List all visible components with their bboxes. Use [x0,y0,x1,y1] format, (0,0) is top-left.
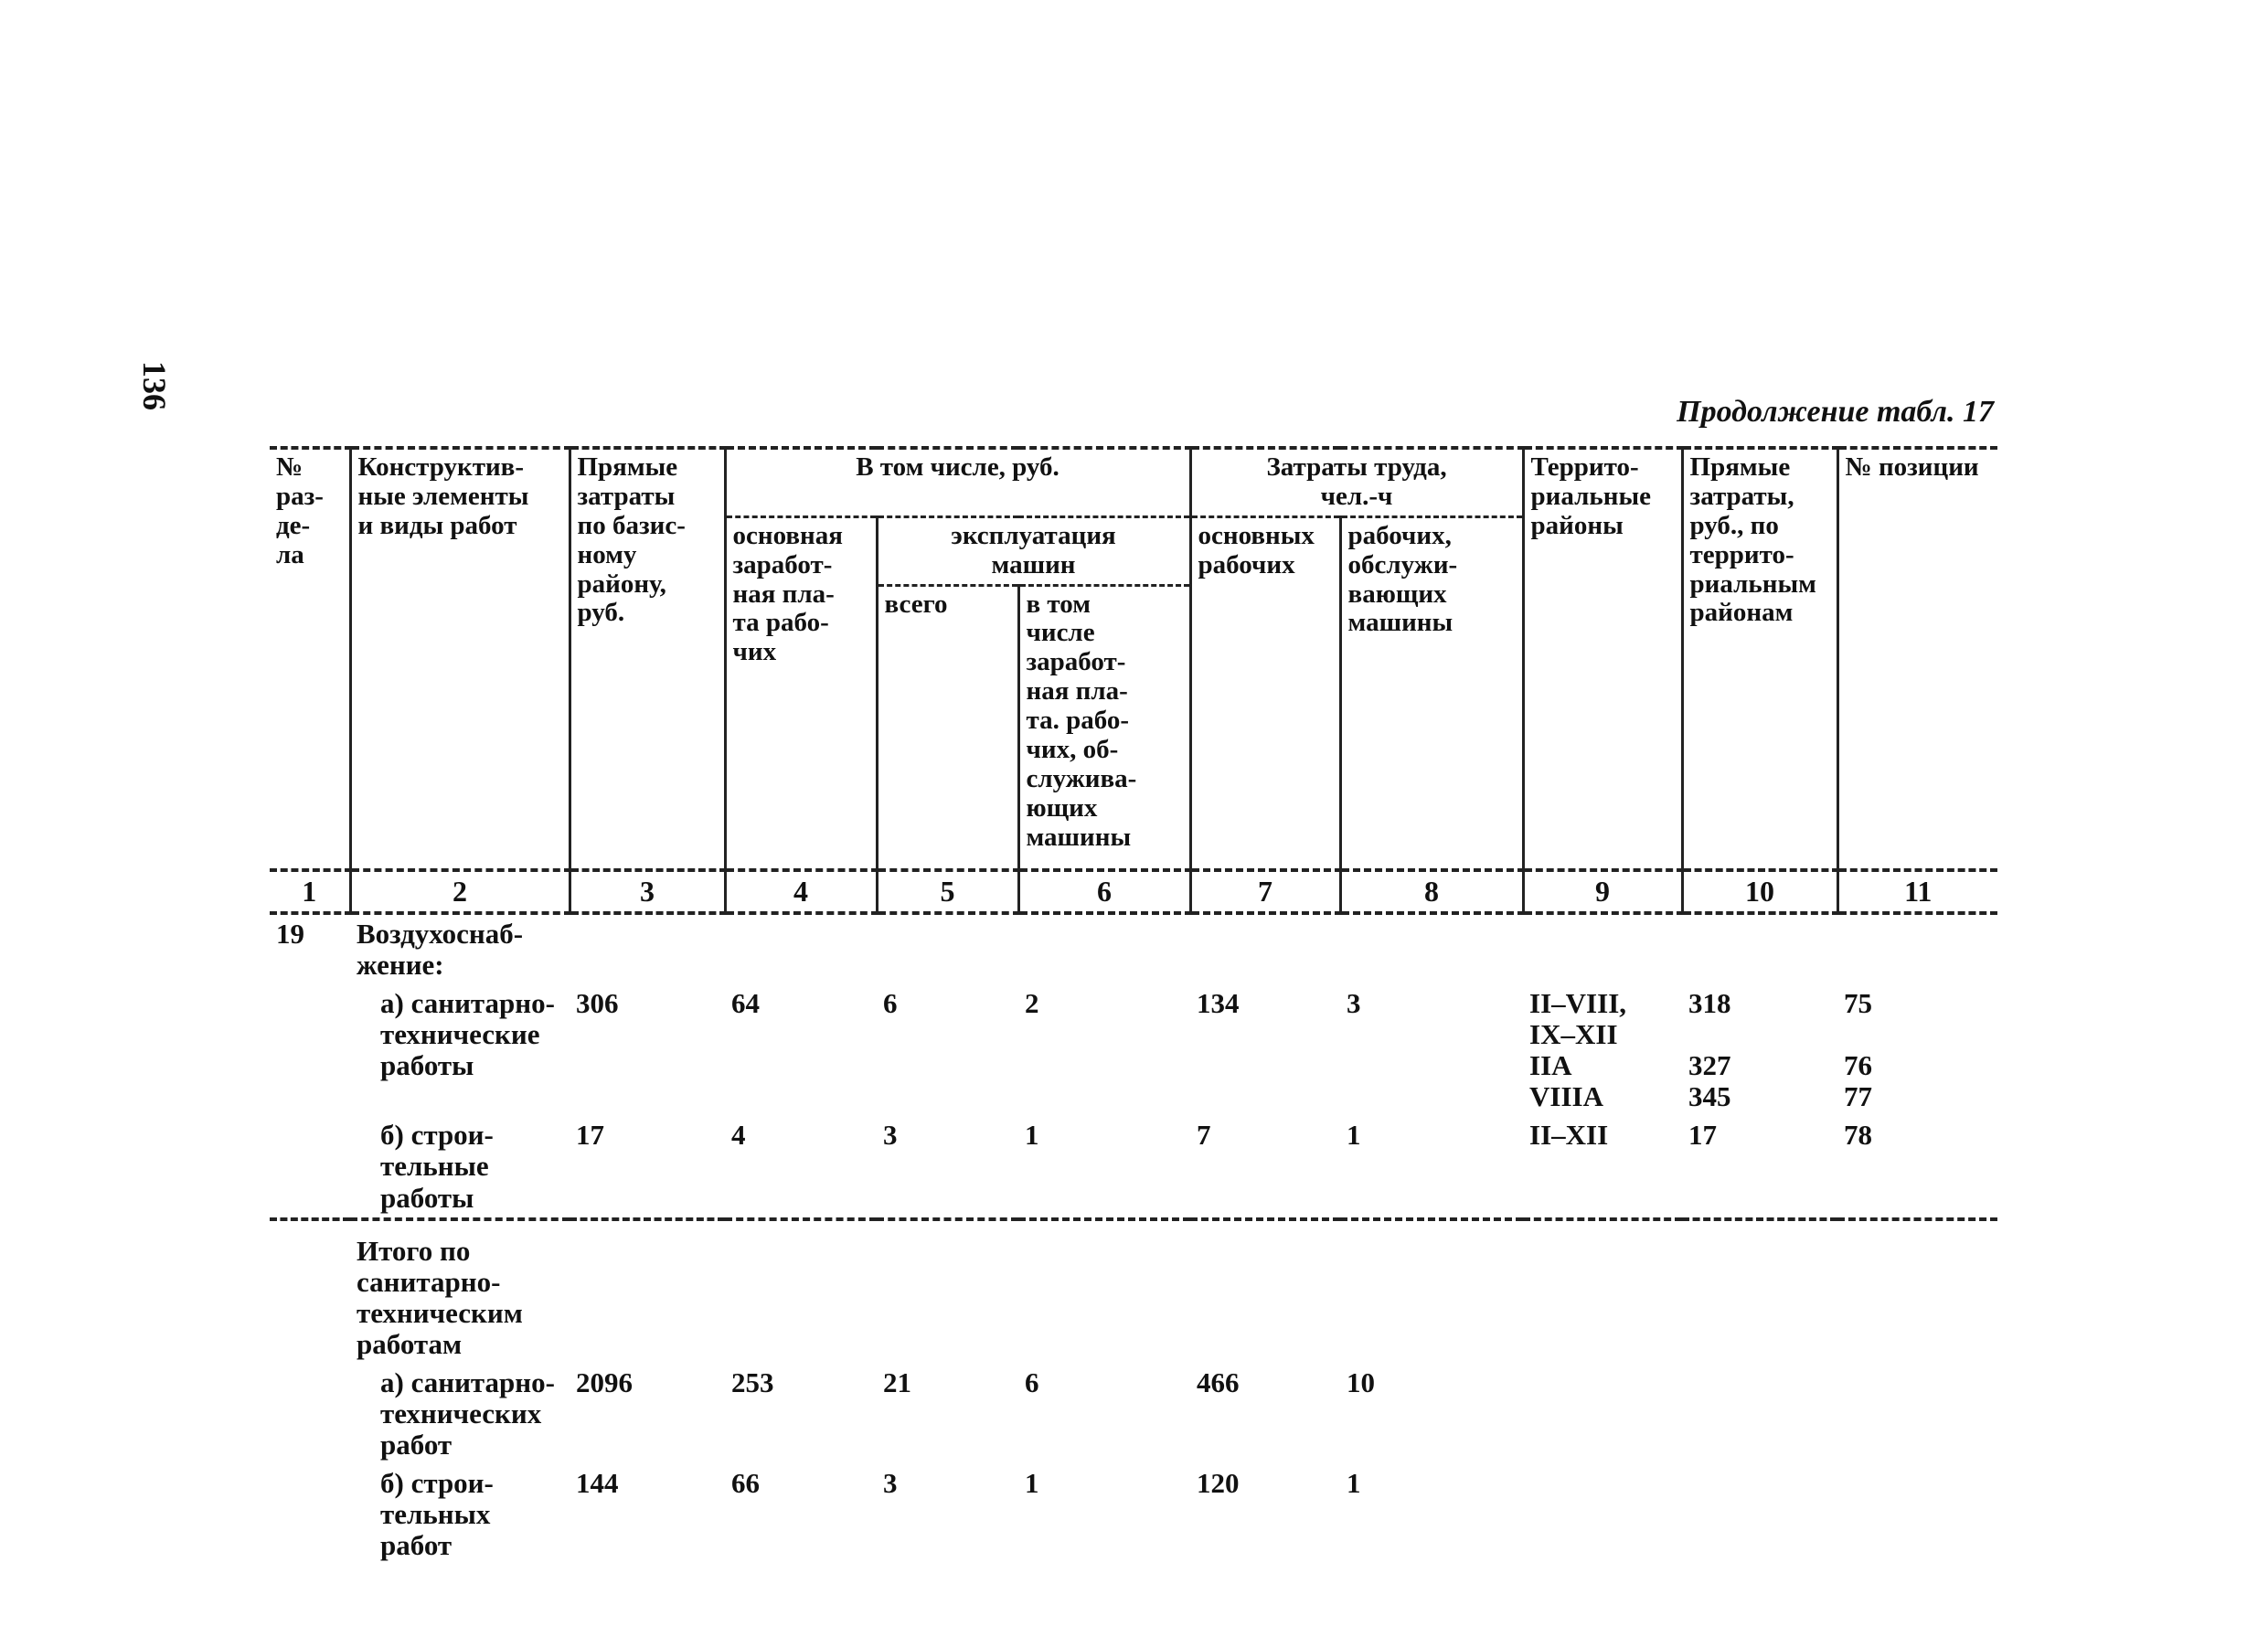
cell-value: 2096 [576,1366,633,1398]
header-col8: рабочих, обслужи- вающих машины [1340,516,1523,869]
cell-positions: 78 [1844,1119,1873,1152]
cell-value: 144 [576,1467,619,1500]
cell-value: 1 [1347,1467,1361,1500]
col-number: 3 [570,870,725,913]
cell-value: 17 [576,1119,604,1152]
table-caption: Продолжение табл. 17 [1677,395,1994,429]
row-label: б) строи- тельных работ [380,1467,494,1562]
cell-value: 134 [1197,986,1240,1019]
cell-value: 66 [731,1467,760,1500]
cell-positions: 75 76 77 [1844,986,1873,1113]
cell-value: 21 [883,1366,911,1398]
header-col9: Террито- риальные районы [1523,448,1682,870]
cell-value: 3 [1347,986,1361,1019]
cell-value: 10 [1347,1366,1376,1398]
header-col7: основных рабочих [1190,516,1340,869]
col-number: 11 [1837,870,1997,913]
cell-costs: 17 [1688,1119,1718,1152]
cell-value: 6 [1025,1366,1039,1398]
header-col6: в том числе заработ- ная пла- та. рабо- чих, об- служива- ющих машины [1018,585,1190,870]
header-col4: основная заработ- ная пла- та рабо- чих [725,516,877,869]
header-col5: всего [877,585,1018,870]
cell-value: 306 [576,986,619,1019]
header-col2: Конструктив- ные элементы и виды работ [350,448,570,870]
section-19-row-b [270,1116,1997,1218]
col-number: 9 [1523,870,1682,913]
col-number: 4 [725,870,877,913]
row-label: б) строи- тельные работы [380,1119,494,1214]
cell-value: 253 [731,1366,774,1398]
section-title: Воздухоснаб- жение: [357,917,524,981]
totals-row-a [270,1364,1997,1464]
cell-value: 1 [1347,1119,1361,1152]
header-col1: № раз- де- ла [270,448,350,870]
cell-value: 64 [731,986,760,1019]
header-group-including: В том числе, руб. [725,448,1190,516]
section-19-row-a [270,984,1997,1116]
cell-value: 3 [883,1119,898,1152]
totals-title: Итого по санитарно- техническим работам [357,1234,523,1360]
section-number: 19 [276,917,304,950]
col-number: 6 [1018,870,1190,913]
cell-value: 4 [731,1119,746,1152]
col-number: 2 [350,870,570,913]
col-number: 5 [877,870,1018,913]
cell-value: 7 [1197,1119,1211,1152]
row-label: а) санитарно- технических работ [380,1366,555,1461]
cost-table [270,446,1997,1566]
section-19-title-row [270,913,1997,984]
col-number: 8 [1340,870,1523,913]
column-numbers-row [270,870,1997,913]
header-group-machines: эксплуатация машин [877,516,1190,585]
totals-row-b [270,1464,1997,1565]
totals-title-row [270,1232,1997,1364]
cell-value: 1 [1025,1119,1039,1152]
col-number: 7 [1190,870,1340,913]
cell-value: 2 [1025,986,1039,1019]
row-label: а) санитарно- технические работы [380,986,555,1082]
col-number: 10 [1682,870,1837,913]
cell-value: 6 [883,986,898,1019]
header-group-labor: Затраты труда, чел.-ч [1190,448,1523,516]
header-col10: Прямые затраты, руб., по террито- риальным районам [1682,448,1837,870]
cell-value: 3 [883,1467,898,1500]
cell-value: 466 [1197,1366,1240,1398]
cell-costs: 318 327 345 [1688,986,1731,1113]
cell-value: 1 [1025,1467,1039,1500]
header-col11: № позиции [1837,448,1997,870]
header-col3: Прямые затраты по базис- ному району, руб. [570,448,725,870]
cell-regions: II–XII [1529,1119,1609,1152]
page-number: 136 [136,361,173,410]
col-number: 1 [270,870,350,913]
cell-value: 120 [1197,1467,1240,1500]
cell-regions: II–VIII, IX–XII IIA VIIIA [1529,986,1627,1113]
